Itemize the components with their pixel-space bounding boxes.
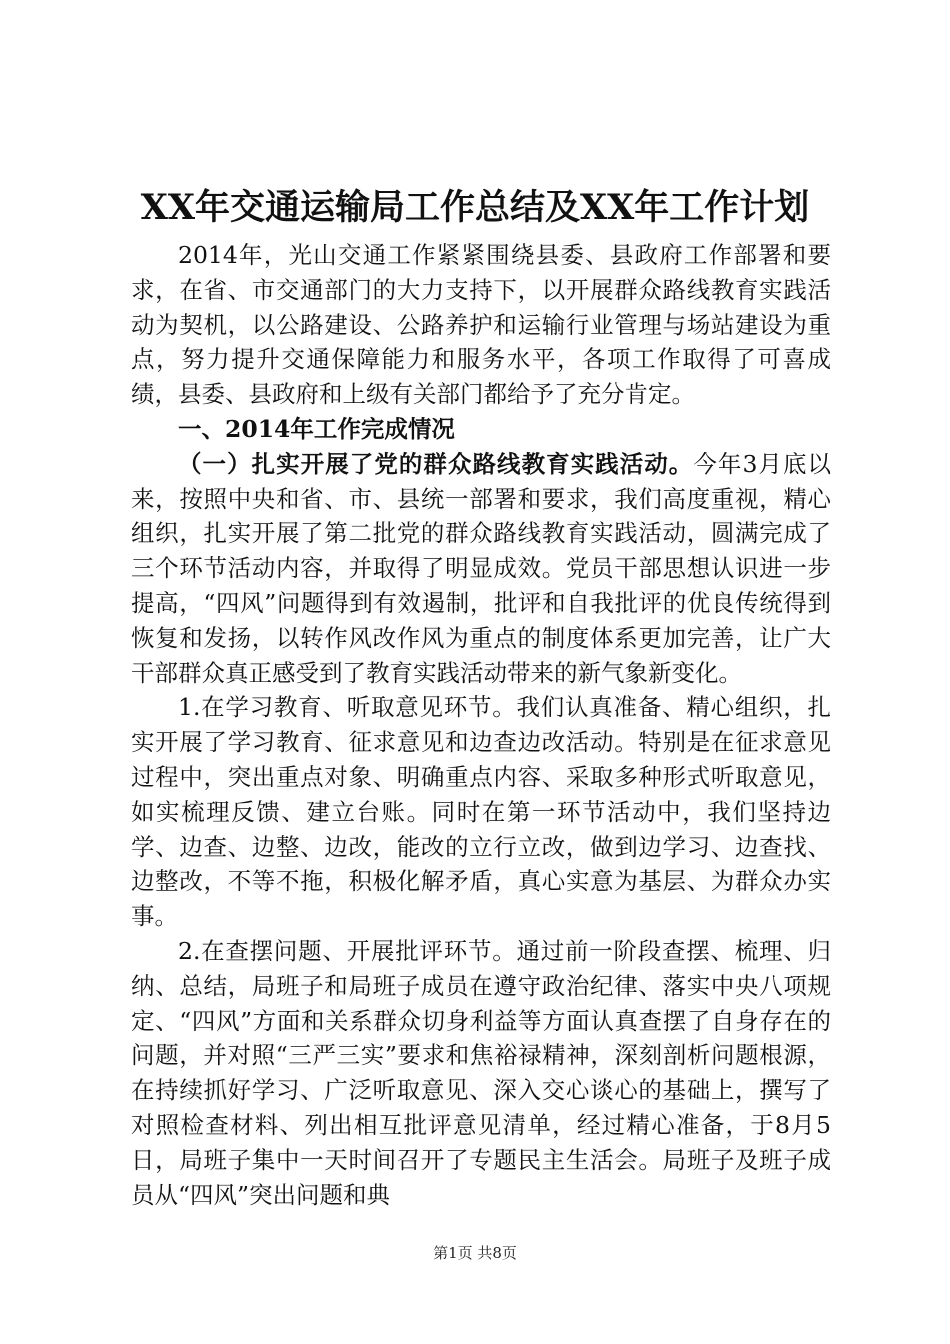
subsection-text: 今年3月底以来，按照中央和省、市、县统一部署和要求，我们高度重视，精心组织，扎实开展了第二批党的群众路线教育实践活动，圆满完成了三个环节活动内容，并取得了明显成效。党员干部思想认识进一步提高，“四风”问题得到有效遏制，批评和自我批评的优良传统得到恢复和发扬，以转作风改作风为重点的制度体系更加完善，让广大干部群众真正感受到了教育实践活动带来的新气象新变化。 — [131, 449, 832, 687]
page-footer: 第1页 共8页 — [433, 1244, 517, 1262]
intro-paragraph: 2014年，光山交通工作紧紧围绕县委、县政府工作部署和要求，在省、市交通部门的大力支持下，以开展群众路线教育实践活动为契机，以公路建设、公路养护和运输行业管理与场站建设为重点，努力提升交通保障能力和服务水平，各项工作取得了可喜成绩，县委、县政府和上级有关部门都给予了充分肯定。 — [131, 241, 831, 409]
document-body — [131, 238, 831, 1212]
item-1-paragraph: 1.在学习教育、听取意见环节。我们认真准备、精心组织，扎实开展了学习教育、征求意见和边查边改活动。特别是在征求意见过程中，突出重点对象、明确重点内容、采取多种形式听取意见，如实梳理反馈、建立台账。同时在第一环节活动中，我们坚持边学、边查、边整、边改，能改的立行立改，做到边学习、边查找、边整改，不等不拖，积极化解矛盾，真心实意为基层、为群众办实事。 — [131, 693, 831, 931]
subsection-paragraph — [131, 447, 831, 691]
subsection-heading: （一）扎实开展了党的群众路线教育实践活动。 — [178, 449, 694, 478]
item-2-paragraph: 2.在查摆问题、开展批评环节。通过前一阶段查摆、梳理、归纳、总结，局班子和局班子成员在遵守政治纪律、落实中央八项规定、“四风”方面和关系群众切身利益等方面认真查摆了自身存在的问题，并对照“三严三实”要求和焦裕禄精神，深刻剖析问题根源，在持续抓好学习、广泛听取意见、深入交心谈心的基础上，撰写了对照检查材料、列出相互批评意见清单，经过精心准备，于8月5日，局班子集中一天时间召开了专题民主生活会。局班子及班子成员从“四风”突出问题和典 — [131, 936, 831, 1209]
section-heading: 一、2014年工作完成情况 — [178, 414, 455, 443]
document-title: XX年交通运输局工作总结及XX年工作计划 — [140, 187, 810, 228]
